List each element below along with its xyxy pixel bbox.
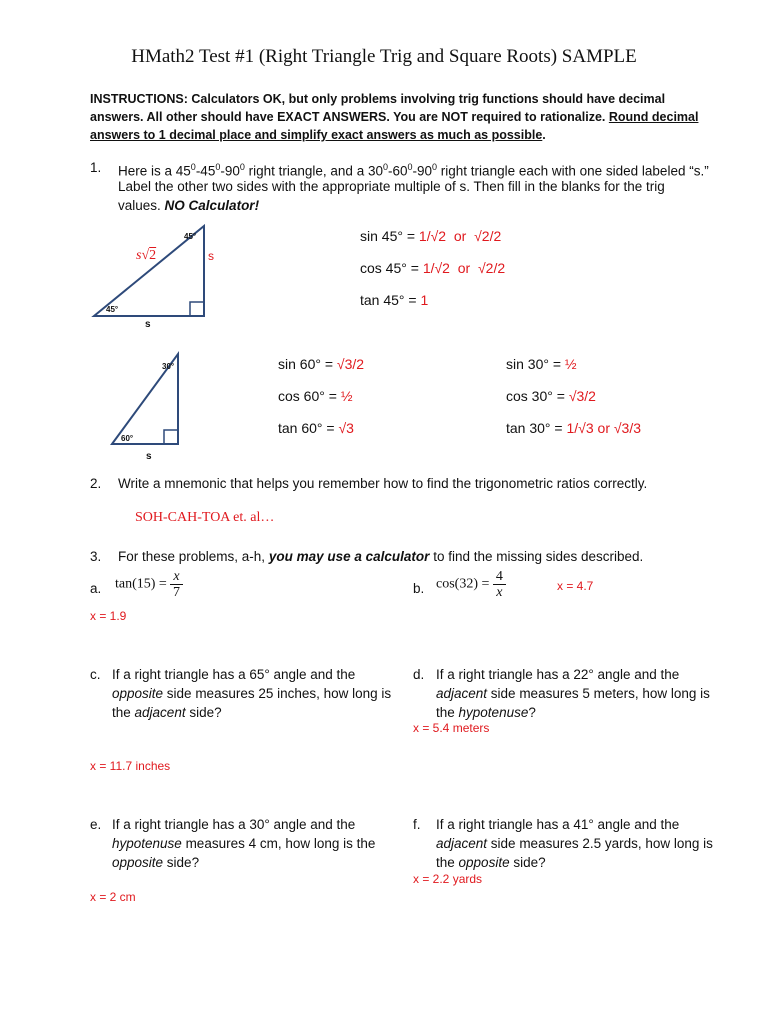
q1-text-e: -60 xyxy=(387,163,408,179)
cos60-row xyxy=(278,388,353,404)
q1-text-d: right triangle, and a 30 xyxy=(244,163,383,179)
q3e-line2 xyxy=(112,834,375,853)
sin45-answer-b: √2/2 xyxy=(474,228,502,244)
tri2-bottom-label: s xyxy=(146,451,152,462)
q3a-letter: a. xyxy=(90,581,102,596)
q3a-equation xyxy=(115,569,183,600)
tan30-label: tan 30° = xyxy=(506,420,567,436)
q3-text-a: For these problems, a-h, xyxy=(118,549,266,564)
q3d-hypotenuse: hypotenuse xyxy=(458,705,529,720)
deg-mark: 0 xyxy=(215,162,221,172)
q2-answer: SOH-CAH-TOA et. al… xyxy=(135,510,275,525)
q3c-line3 xyxy=(112,703,222,722)
q3c-letter: c. xyxy=(90,667,101,682)
right-angle-marker xyxy=(190,302,204,316)
sin30-answer: ½ xyxy=(564,356,577,372)
or-text: or xyxy=(457,260,471,276)
q1-text-c: -90 xyxy=(220,163,240,179)
triangle-45-45-90 xyxy=(88,222,218,332)
instructions-text: INSTRUCTIONS: Calculators OK, but only problems involving trig functions should have decimal answers. All other should have EXACT ANSWERS. You are NOT required to rationalize. xyxy=(90,92,666,124)
page-title: HMath2 Test #1 (Right Triangle Trig and Square Roots) SAMPLE xyxy=(131,46,637,67)
q3c-line2-text: side measures 25 inches, how long is xyxy=(163,686,392,701)
tan30-answer-a: 1/√3 xyxy=(566,420,594,436)
q3c-opposite: opposite xyxy=(112,686,164,701)
q3b-denominator: x xyxy=(496,585,503,600)
q3a-fraction xyxy=(170,569,182,600)
q1-text-b: -45 xyxy=(195,163,216,179)
tan30-answer-b: √3/3 xyxy=(613,420,642,436)
deg-mark: 0 xyxy=(432,162,438,172)
q3e-side: side? xyxy=(163,855,200,870)
q3b-numerator: 4 xyxy=(493,569,506,585)
tri2-bottom-angle: 60° xyxy=(121,434,134,443)
tan60-label: tan 60° = xyxy=(278,420,339,436)
q3f-opposite: opposite xyxy=(458,855,510,870)
sin45-row xyxy=(360,228,501,244)
cos45-label: cos 45° = xyxy=(360,260,423,276)
q3b-letter: b. xyxy=(413,581,425,596)
instructions xyxy=(90,90,720,144)
q3d-the: the xyxy=(436,705,459,720)
q3a-lhs: tan(15) = xyxy=(115,576,167,592)
cos30-label: cos 30° = xyxy=(506,388,569,404)
q1-text-a: Here is a 45 xyxy=(118,163,191,179)
deg-mark: 0 xyxy=(190,162,196,172)
q3d-line3 xyxy=(436,703,536,722)
tan45-label: tan 45° = xyxy=(360,292,421,308)
cos45-answer-b: √2/2 xyxy=(477,260,506,276)
q3f-side: side? xyxy=(509,855,546,870)
tri1-right-side-label: s xyxy=(208,249,214,263)
tri1-bottom-angle: 45° xyxy=(106,305,119,314)
tri2-top-angle: 30° xyxy=(162,362,175,371)
or-text: or xyxy=(597,420,610,436)
q3f-line3 xyxy=(436,853,546,872)
q3f-letter: f. xyxy=(413,817,421,832)
q3d-letter: d. xyxy=(413,667,425,682)
q3e-letter: e. xyxy=(90,817,102,832)
instructions-underlined: Round decimal answers to 1 decimal place and simplify exact answers as much as possible xyxy=(90,110,699,142)
q3d-adjacent: adjacent xyxy=(436,686,488,701)
q3b-lhs: cos(32) = xyxy=(436,576,490,592)
deg-mark: 0 xyxy=(239,162,245,172)
q3e-answer: x = 2 cm xyxy=(90,890,136,904)
cos45-answer-a: 1/√2 xyxy=(422,260,450,276)
q3c-line1: If a right triangle has a 65° angle and the xyxy=(112,667,356,682)
q3d-line2-text: side measures 5 meters, how long is xyxy=(487,686,710,701)
q3e-line3 xyxy=(112,853,199,872)
q3a-numerator: x xyxy=(170,569,182,585)
triangle-30-60-90 xyxy=(108,350,188,450)
q3-number: 3. xyxy=(90,549,102,564)
sin60-row xyxy=(278,356,364,372)
q3b-equation xyxy=(436,569,506,600)
cos30-answer: √3/2 xyxy=(568,388,596,404)
q3-text-c: to find the missing sides described. xyxy=(433,549,644,564)
sin30-row xyxy=(506,356,577,372)
q3e-line1: If a right triangle has a 30° angle and the xyxy=(112,817,356,832)
q3d-qmark: ? xyxy=(528,705,536,720)
q3c-adjacent: adjacent xyxy=(134,705,186,720)
tan30-row xyxy=(506,420,641,436)
q3c-answer: x = 11.7 inches xyxy=(90,759,171,773)
tri1-hypotenuse-label: s√2 xyxy=(136,248,157,263)
q1-line3 xyxy=(118,196,259,215)
q2-text: Write a mnemonic that helps you remember how to find the trigonometric ratios correctly. xyxy=(118,476,648,491)
hyp-radicand: 2 xyxy=(149,248,157,263)
no-calculator-note: NO Calculator! xyxy=(164,198,260,213)
q3b-fraction xyxy=(493,569,506,600)
q3e-line2-text: measures 4 cm, how long is the xyxy=(181,836,376,851)
hyp-s: s xyxy=(136,248,142,263)
q1-line3-text: values. xyxy=(118,198,161,213)
q1-line2: Label the other two sides with the appropriate multiple of s. Then fill in the blanks for the trig xyxy=(118,179,665,194)
q3c-line2 xyxy=(112,684,391,703)
q3-text xyxy=(118,547,643,566)
tan60-answer: √3 xyxy=(338,420,354,436)
q3f-line2-text: side measures 2.5 yards, how long is xyxy=(487,836,713,851)
tan45-row xyxy=(360,292,428,308)
q3f-the: the xyxy=(436,855,459,870)
cos30-row xyxy=(506,388,596,404)
sin30-label: sin 30° = xyxy=(506,356,565,372)
sin60-label: sin 60° = xyxy=(278,356,337,372)
deg-mark: 0 xyxy=(407,162,413,172)
sin45-answer-a: 1/√2 xyxy=(418,228,447,244)
cos60-label: cos 60° = xyxy=(278,388,341,404)
q2-number: 2. xyxy=(90,476,102,491)
q3a-denominator: 7 xyxy=(172,585,180,600)
q3c-the: the xyxy=(112,705,135,720)
or-text: or xyxy=(453,228,467,244)
q3d-answer: x = 5.4 meters xyxy=(413,721,490,735)
q3e-hypotenuse: hypotenuse xyxy=(112,836,182,851)
q1-number: 1. xyxy=(90,160,102,175)
q3d-line2 xyxy=(436,684,710,703)
q3-calculator-note: you may use a calculator xyxy=(268,549,430,564)
sin45-label: sin 45° = xyxy=(360,228,419,244)
q3f-adjacent: adjacent xyxy=(436,836,488,851)
instructions-end: . xyxy=(542,128,546,142)
cos45-row xyxy=(360,260,505,276)
cos60-answer: ½ xyxy=(340,388,353,404)
q3f-line2 xyxy=(436,834,713,853)
tri1-top-angle: 45° xyxy=(184,232,197,241)
right-angle-marker xyxy=(164,430,178,444)
q3e-opposite: opposite xyxy=(112,855,164,870)
q3d-line1: If a right triangle has a 22° angle and the xyxy=(436,667,680,682)
q1-text-f: -90 xyxy=(412,163,433,179)
q3a-answer: x = 1.9 xyxy=(90,609,127,623)
q3f-answer: x = 2.2 yards xyxy=(413,872,483,886)
sin60-answer: √3/2 xyxy=(336,356,365,372)
deg-mark: 0 xyxy=(382,162,388,172)
tri1-bottom-label: s xyxy=(145,319,151,330)
q1-text-g: right triangle each with one sided labeled “s.” xyxy=(437,163,709,179)
tan60-row xyxy=(278,420,354,436)
q3f-line1: If a right triangle has a 41° angle and the xyxy=(436,817,680,832)
q3b-answer: x = 4.7 xyxy=(557,579,594,593)
q3c-side: side? xyxy=(185,705,222,720)
tan45-answer: 1 xyxy=(420,292,429,308)
